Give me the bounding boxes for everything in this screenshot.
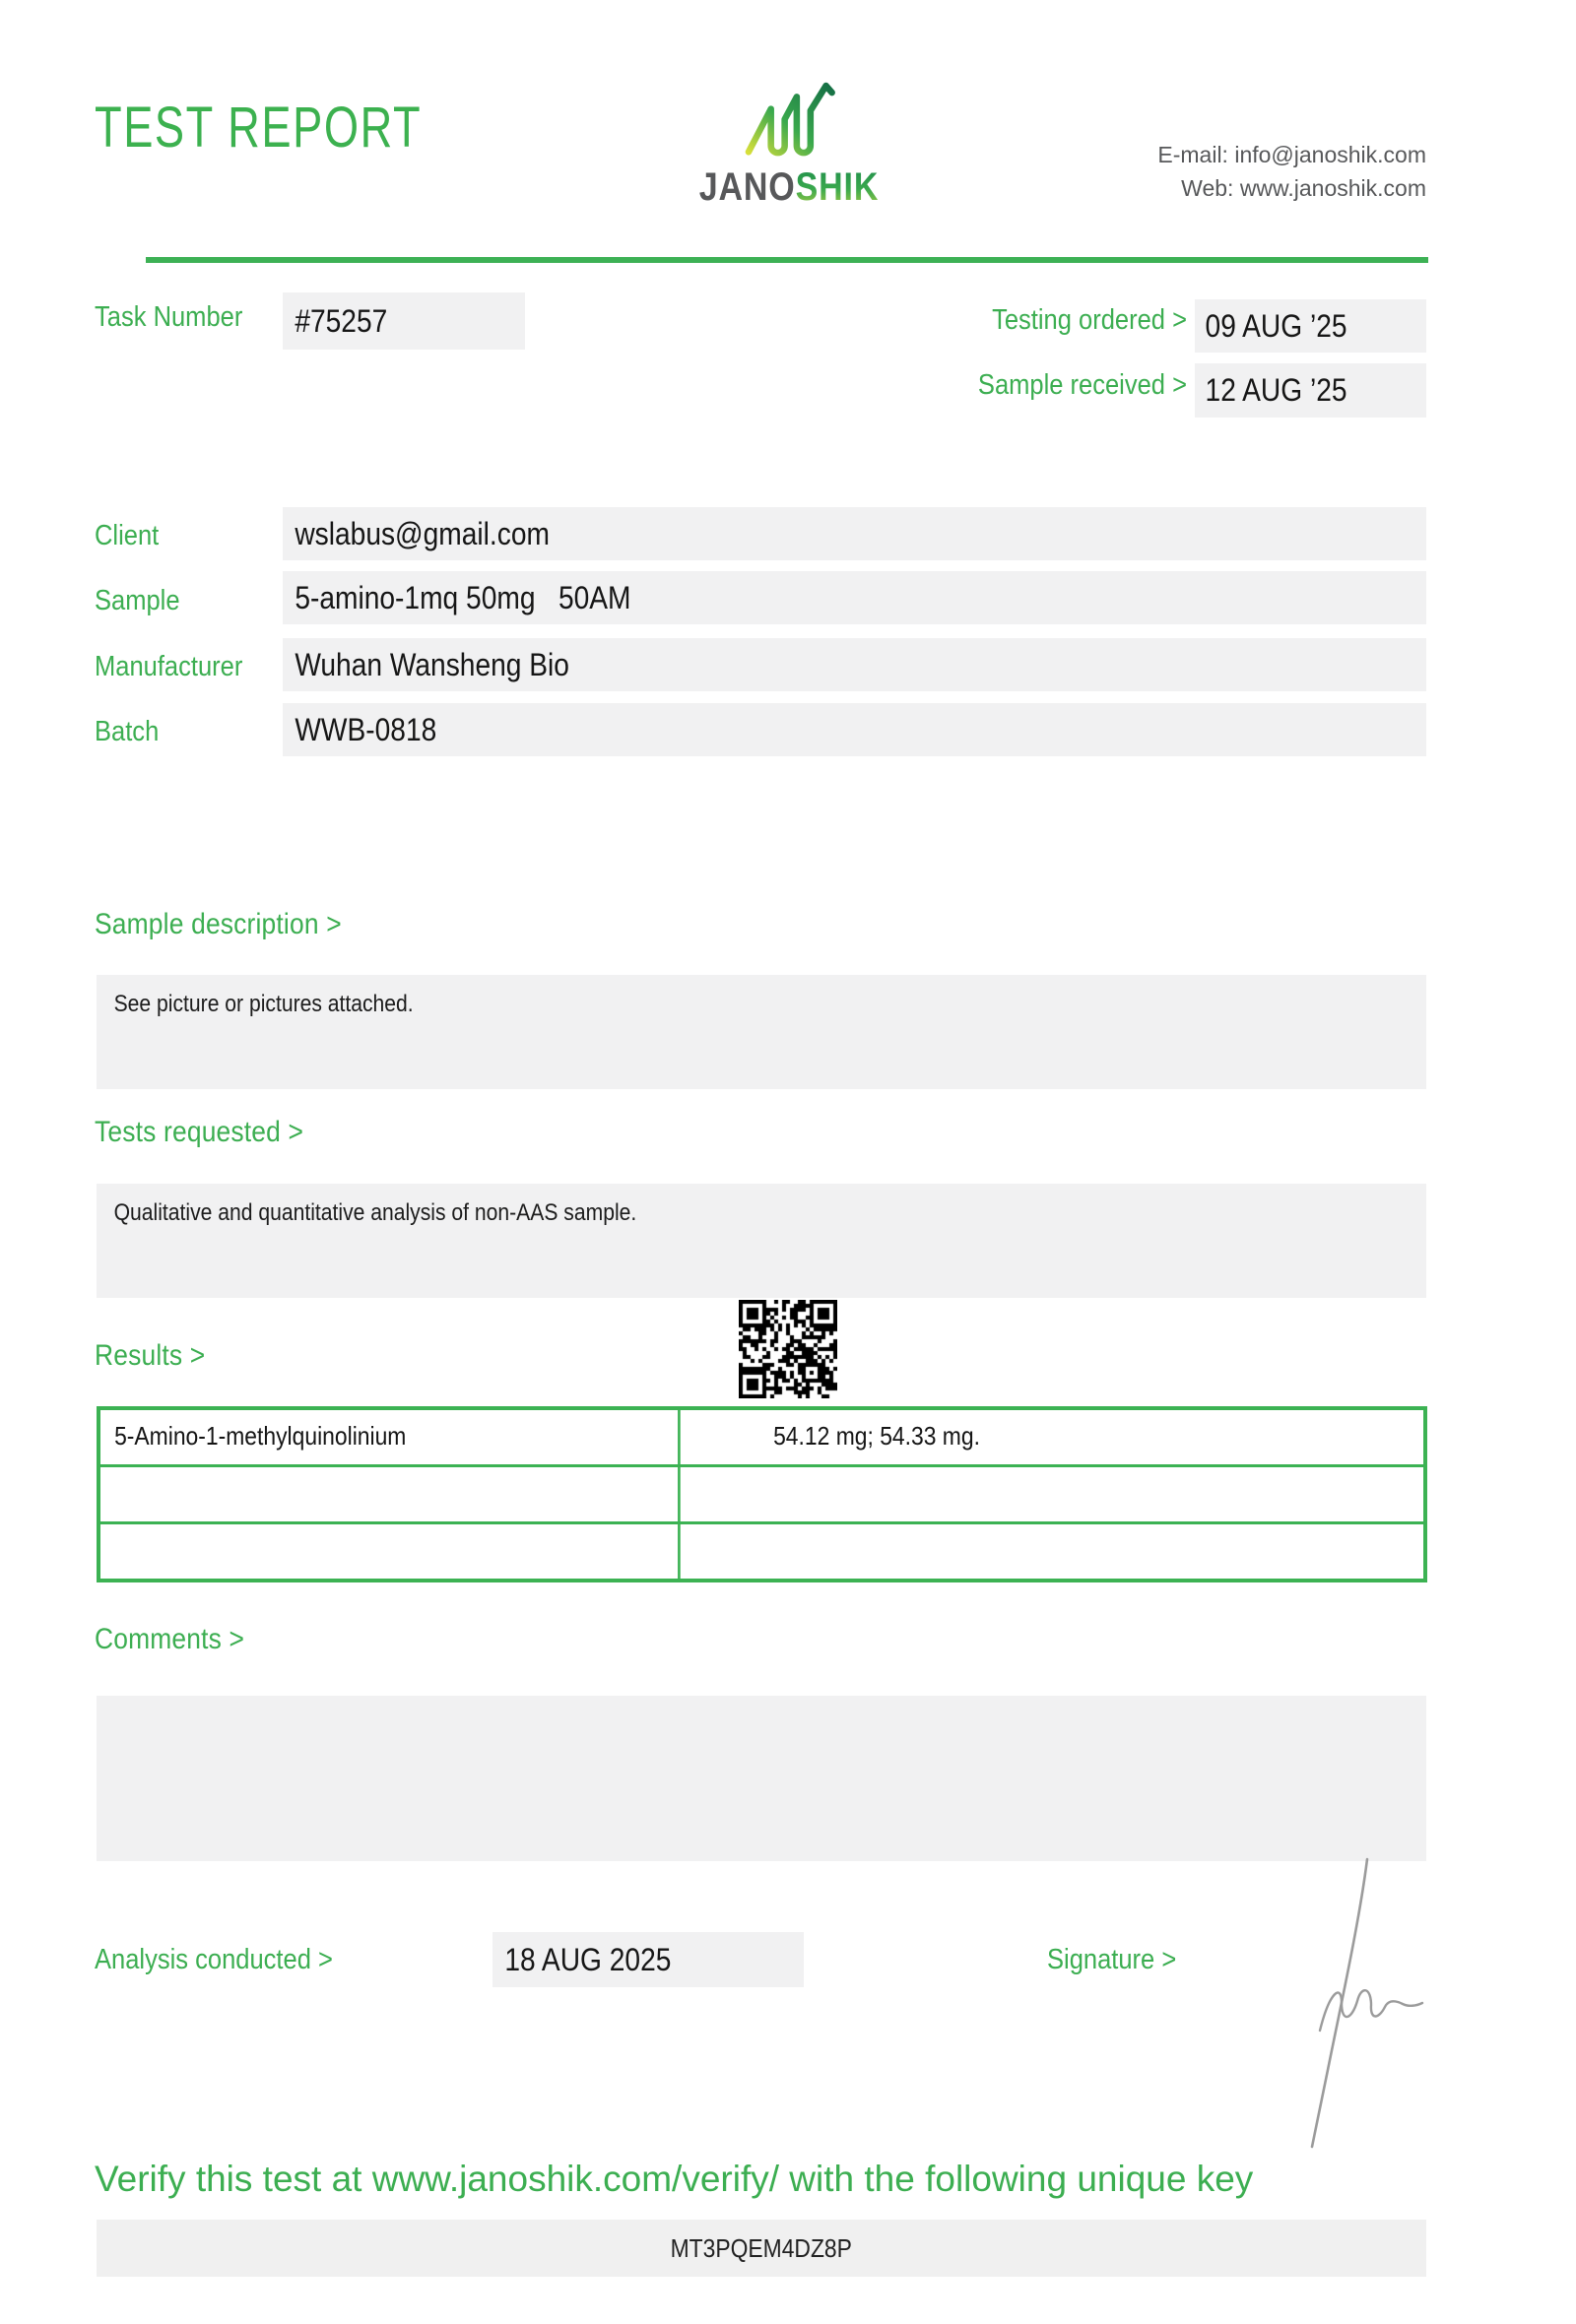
analysis-date-value: 18 AUG 2025 — [504, 1942, 672, 1977]
client-value: wslabus@gmail.com — [295, 516, 550, 551]
brand-gray-text: JANO — [698, 165, 796, 209]
tests-requested-box — [97, 1184, 1426, 1298]
sample-description-heading: Sample description > — [95, 908, 342, 940]
sample-description-box — [97, 975, 1426, 1089]
results-table — [97, 1406, 1427, 1582]
tests-requested-heading: Tests requested > — [95, 1116, 304, 1148]
tests-requested-text: Qualitative and quantitative analysis of non-AAS sample. — [113, 1199, 637, 1226]
table-row — [100, 1410, 1423, 1467]
verify-key-box — [97, 2220, 1426, 2277]
batch-value: WWB-0818 — [295, 712, 437, 747]
testing-ordered-box — [1195, 299, 1426, 353]
batch-label: Batch — [95, 716, 160, 747]
verify-key-value: MT3PQEM4DZ8P — [670, 2233, 853, 2263]
batch-box — [283, 703, 1426, 756]
sample-received-value: 12 AUG ’25 — [1205, 372, 1347, 408]
analysis-date-box — [492, 1932, 804, 1987]
manufacturer-label: Manufacturer — [95, 651, 243, 682]
client-box — [283, 507, 1426, 560]
page-title: TEST REPORT — [95, 96, 423, 160]
contact-web: Web: www.janoshik.com — [1181, 175, 1426, 201]
task-number-value: #75257 — [295, 303, 388, 339]
manufacturer-value: Wuhan Wansheng Bio — [295, 647, 569, 682]
comments-heading: Comments > — [95, 1623, 245, 1655]
qr-code — [739, 1300, 837, 1398]
comments-box — [97, 1696, 1426, 1861]
brand-wordmark — [694, 165, 884, 210]
comments-text — [97, 1696, 1267, 1711]
sample-description-text: See picture or pictures attached. — [113, 991, 414, 1017]
sample-label: Sample — [95, 585, 180, 616]
table-row — [100, 1524, 1423, 1579]
sample-box — [283, 571, 1426, 624]
manufacturer-box — [283, 638, 1426, 691]
result-value — [759, 1524, 1344, 1579]
result-value: 54.12 mg; 54.33 mg. — [772, 1421, 980, 1451]
result-value — [759, 1467, 1344, 1521]
analysis-conducted-label: Analysis conducted > — [95, 1944, 333, 1975]
verify-instruction: Verify this test at www.janoshik.com/verify/ with the following unique key — [95, 2159, 1254, 2199]
contact-email: E-mail: info@janoshik.com — [1157, 142, 1426, 167]
result-analyte: 5-Amino-1-methylquinolinium — [100, 1410, 681, 1464]
result-analyte — [100, 1467, 681, 1521]
sample-value: 5-amino-1mq 50mg 50AM — [295, 580, 631, 615]
signature-label: Signature > — [1047, 1944, 1177, 1975]
task-number-box — [283, 292, 525, 350]
results-heading: Results > — [95, 1339, 206, 1372]
signature-image — [1290, 1853, 1428, 2154]
header-divider — [146, 257, 1428, 263]
result-analyte — [100, 1524, 681, 1579]
sample-received-box — [1195, 363, 1426, 418]
testing-ordered-value: 09 AUG ’25 — [1205, 308, 1347, 344]
task-number-label: Task Number — [95, 301, 243, 333]
sample-received-label: Sample received > — [977, 369, 1187, 401]
testing-ordered-label: Testing ordered > — [992, 304, 1187, 336]
growth-chart-icon — [742, 77, 836, 163]
table-row — [100, 1467, 1423, 1524]
brand-green-text: SHIK — [795, 165, 880, 209]
contact-block — [985, 138, 1426, 205]
client-label: Client — [95, 520, 160, 551]
